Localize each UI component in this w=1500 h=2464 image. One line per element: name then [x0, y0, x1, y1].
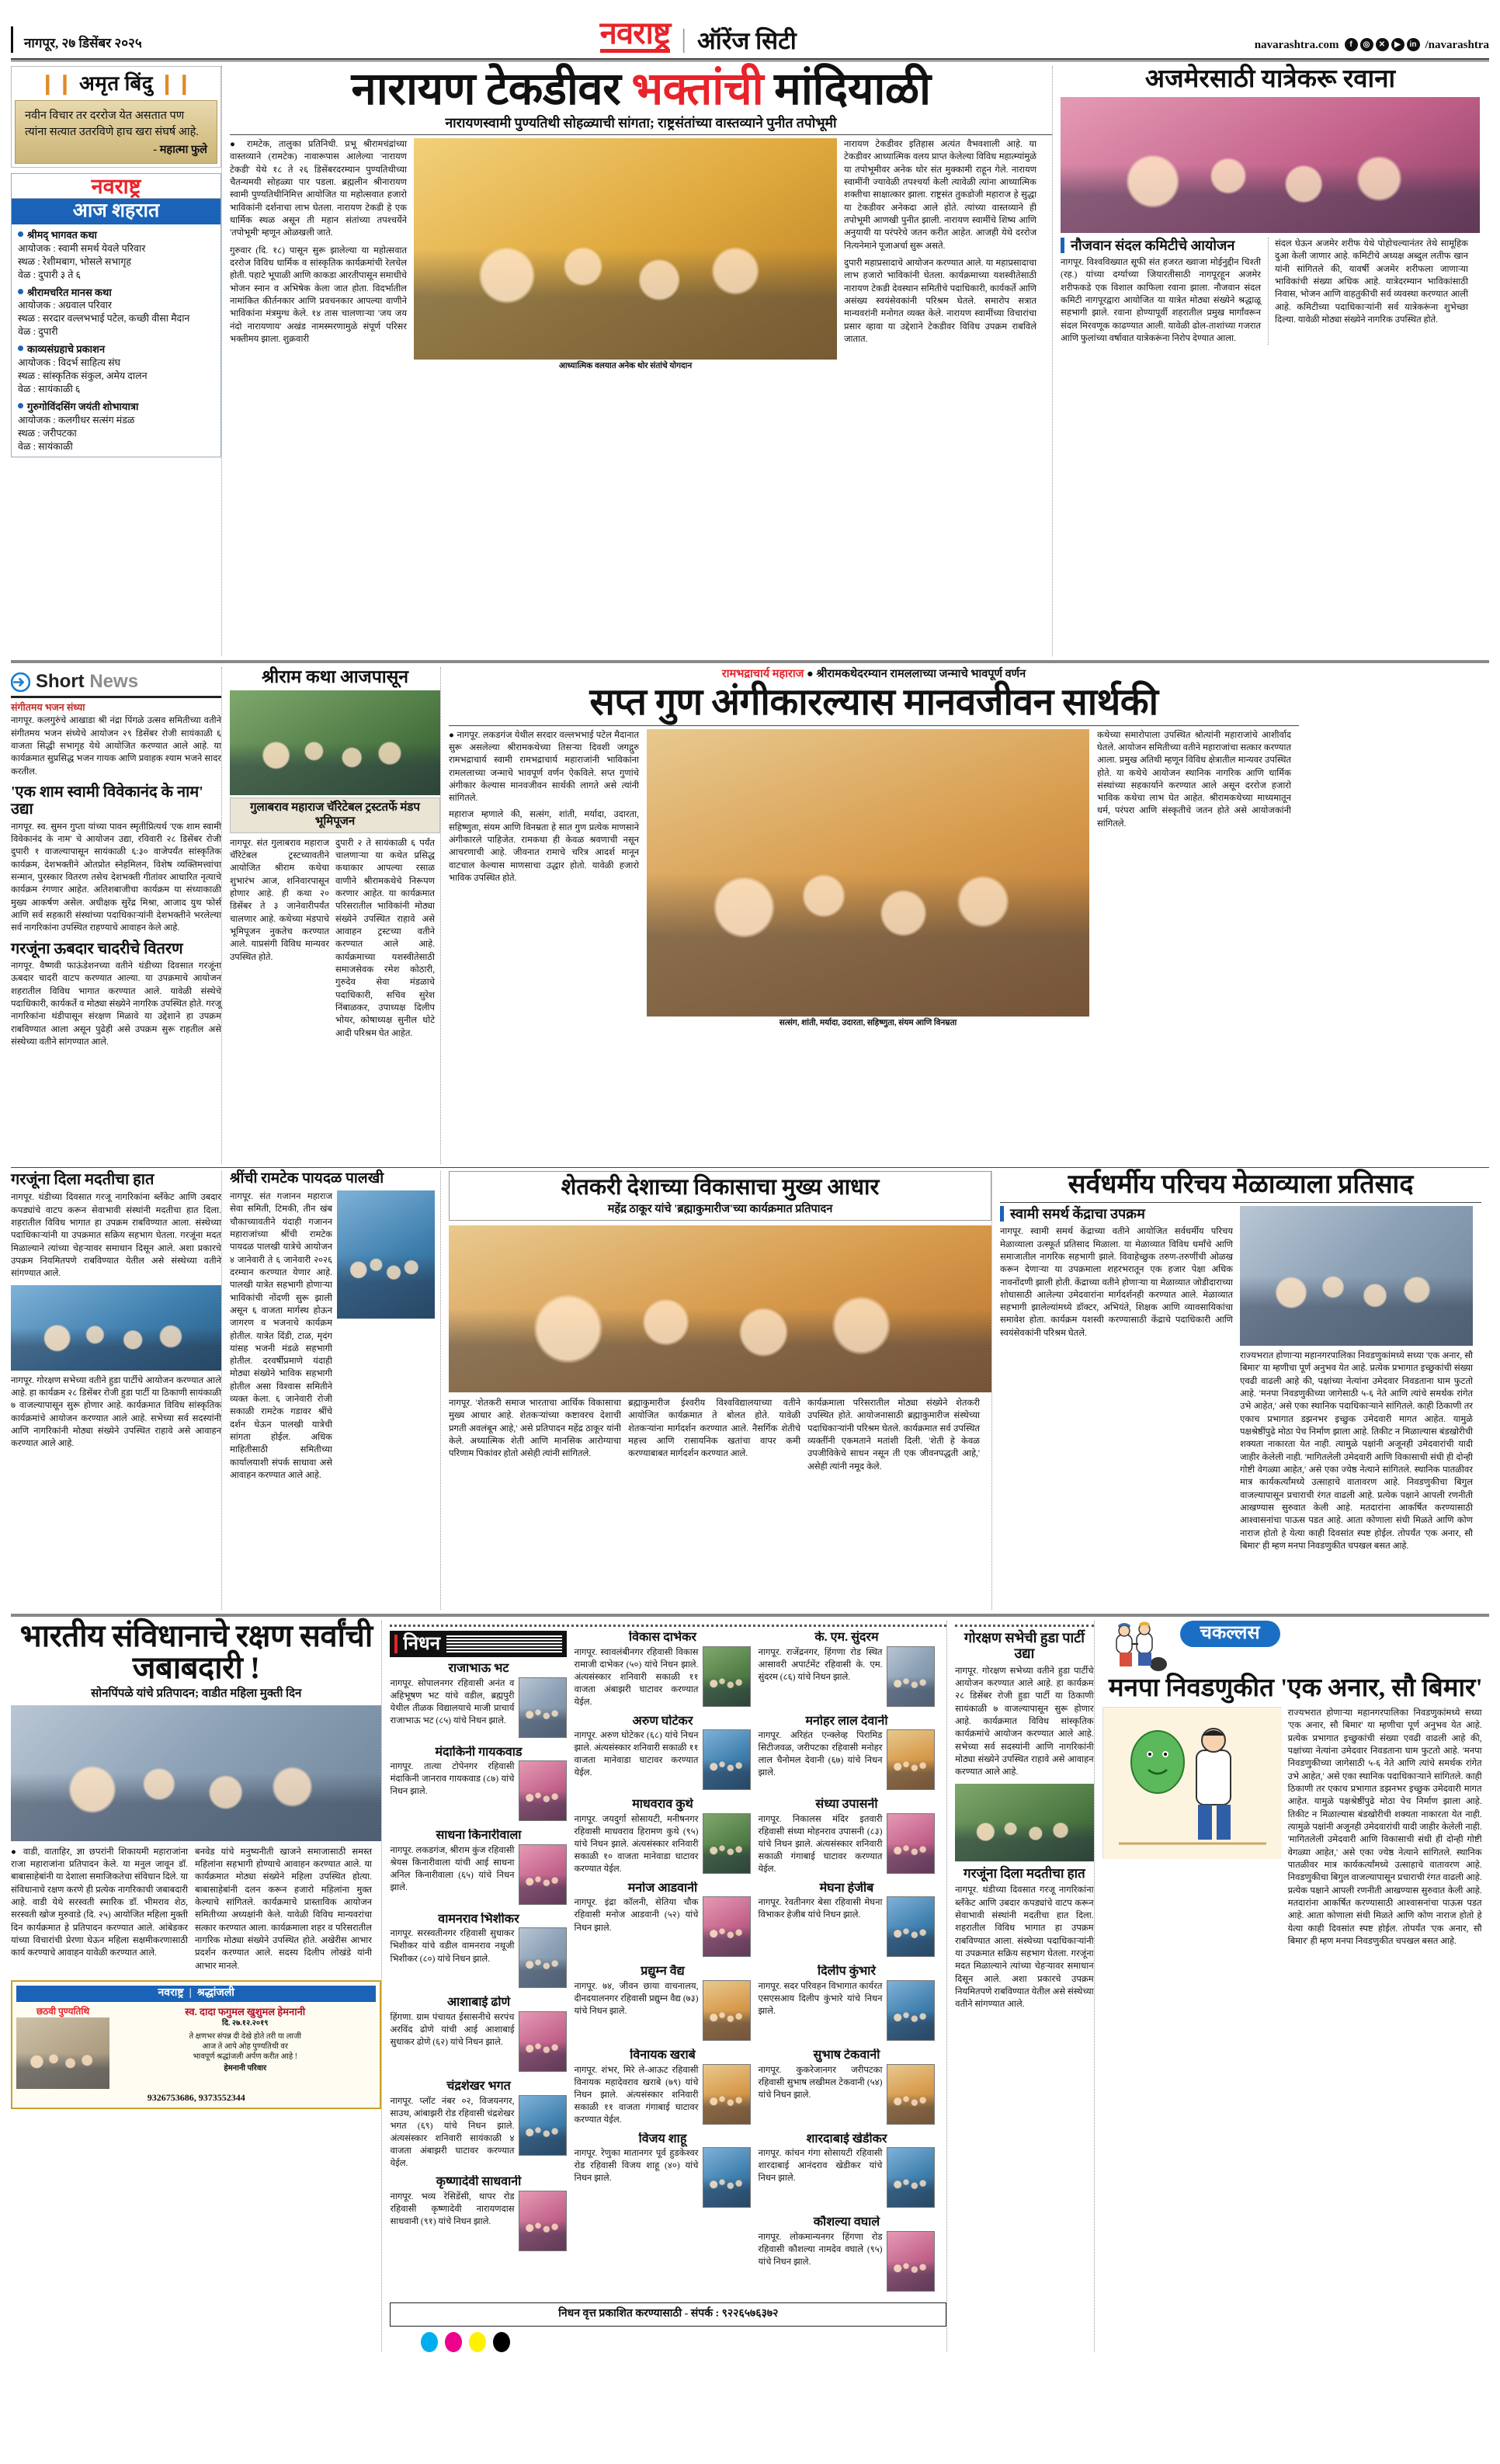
obituary-photo — [887, 2064, 935, 2125]
samvidhan-col2: बनवेड यांचे मनुष्यनीती खाजने समाजासाठी समस्त महिलांना सहभागी होण्याचे आवाहन करण्यात आले. या कार्यक्रमात मोठ्या संख्येने महिला उपस्थित होत्या. बाबासाहेबांनी दलन करून हजारो महिलांना मुक्त केल्याचे सांगितले. कार्यक्रमाचे प्रास्ताविक आयोजन समितीच्या अध्यक्षांनी केले. यावेळी विविध मान्यवरांचा सत्कार करण्यात आला. कार्यक्रमाला शहर व परिसरातील नागरिक मोठ्या संख्येने उपस्थित होते. अखेरीस आभार प्रदर्शन करण्यात आले. सदस्य दिलीप लोखंडे यांनी आभार मानले. — [195, 1847, 372, 1971]
sapt-kicker-name: रामभद्राचार्य महाराज — [721, 668, 804, 680]
madat-body-left: नागपूर. थंडीच्या दिवसात गरजू नागरिकांना ब्लँकेट आणि उबदार कपड्यांचे वाटप करून सेवाभावी संस्थांनी मदतीचा हात दिला. शहरातील विविध भागात हा उपक्रम राबविण्यात आला. संस्थेच्या पदाधिकाऱ्यांनी या उपक्रमात सक्रिय सहभाग घेतला. गरजूंना मदत मिळाल्याने त्यांच्या चेहऱ्यावर समाधान दिसून आले. अशा प्रकारचे उपक्रम नियमितपणे राबविण्यात येतील असे संस्थेच्या वतीने सांगण्यात आले. — [11, 1193, 221, 1279]
obituary-text: नागपूर. कुकरेजानगर जरीपटका रहिवासी सुभाष लखीमल टेकवानी (५४) यांचे निधन झाले. — [758, 2065, 883, 2100]
ornament-left: ❙❙ — [39, 72, 74, 95]
ajmer-photo — [1061, 97, 1480, 233]
lead-col2-para2: दुपारी महाप्रसादाचे आयोजन करण्यात आले. या महाप्रसादाचा लाभ हजारो भाविकांनी घेतला. कार्यक्रमाच्या यशस्वीतेसाठी नारायण टेकडी देवस्थान समितीचे पदाधिकारी, कार्यकर्ते आणि असंख्य स्वयंसेवकांनी परिश्रम घेतले. समारोप सत्रात मान्यवरांनी मनोगत व्यक्त केले. नारायण स्वामींच्या विचारांचा प्रसार व्हावा या उद्देशाने टेकडीवर विविध उपक्रम राबविले जातात. — [844, 259, 1036, 345]
sapt-photo-block — [647, 729, 1089, 1030]
event-organizer: आयोजक : विदर्भ साहित्य संघ — [18, 357, 120, 368]
obituary-name: साधना किनारीवाला — [436, 1829, 522, 1843]
obituary-photo — [703, 2064, 751, 2125]
event-venue: स्थळ : सरदार वल्लभभाई पटेल, कच्छी वीसा मैदान — [18, 313, 190, 325]
cmyk-yellow — [469, 2332, 486, 2352]
bottom-block — [11, 1618, 1489, 2352]
ajmer-headline: अजमेरसाठी यात्रेकरू रवाना — [1144, 65, 1396, 93]
obituary-text: नागपूर. सदर परिवहन विभागात कार्यरत एसएसआय दिलीप कुंभारे यांचे निधन झाले. — [758, 1981, 883, 2017]
obituary-photo — [519, 1927, 567, 1988]
masthead-center — [142, 16, 1255, 54]
obituary-text: नागपूर. भव्य रेसिडेंसी, थापर रोड रहिवासी कृष्णादेवी नारायणदास साधवानी (९१) यांचे निधन झाले. — [390, 2191, 515, 2226]
social-handle[interactable]: /navarashtra — [1425, 38, 1489, 51]
sapt-kicker — [449, 667, 1299, 683]
obituary-text: नागपूर. कांचन गंगा सोसायटी रहिवासी शारदाबाई आनंदराव खेडीकर यांचे निधन झाले. — [758, 2149, 883, 2184]
obituary-text: नागपूर. तात्या टोपेनगर रहिवासी मंदाकिनी जानराव गायकवाड (८७) यांचे निधन झाले. — [390, 1762, 515, 1797]
obituary-text: नागपूर. रेवतीनगर बेसा रहिवासी मेघना विभाकर हेजीब यांचे निधन झाले. — [758, 1898, 883, 1920]
lead-photo-block — [414, 138, 837, 374]
obituary-name: शारदाबाई खेडीकर — [806, 2132, 887, 2146]
amrit-bindu-label: अमृत बिंदु — [78, 72, 154, 95]
event-item[interactable] — [18, 228, 214, 282]
obituary-text: नागपूर. स्वावलंबीनगर रहिवासी विकास रामाजी दाभेकर (५०) यांचे निधन झाले. अंत्यसंस्कार शनिवारी सकाळी ११ वाजता अंबाझरी घाटावर करण्यात येईल. — [574, 1647, 699, 1707]
short-news-title: संगीतमय भजन संध्या — [11, 702, 85, 714]
obituary-name: अरुण घोटेकर — [632, 1714, 693, 1728]
masthead-rule — [11, 58, 1489, 61]
obituary-photo — [519, 1677, 567, 1738]
ad-line-1: ते क्षणभर संपन्न दी देखे होते तरी या लाजी — [189, 2031, 301, 2041]
obituary-entry[interactable] — [390, 1746, 567, 1824]
obituary-name: के. एम. सुंदरम — [814, 1631, 879, 1644]
samvidhan-col1: ● वाडी, वाताहिर, ज्ञा छपरांनी शिकायमी महाराजांना राजा महाराजांना प्रतिपादन केले. या मनुल जावून डॉ. बाबासाहेबांनी या देशाला समाजिकतेचा संविधान दिले. या संविधानाचे रक्षण करणे ही प्रत्येक नागरिकाची जबाबदारी आहे. वाडी येथे सरस्वती स्मारिक डॉ. भीमराव शेठ, सरस्वती खोज मुरुवाडे (दि. २५) आयोजित महिला मुक्ती दिन कार्यक्रमात हे प्रतिपादन करण्यात आले. आंबेडकर यांच्या विचारांची प्रेरणा घेऊन महिला सक्षमीकरणासाठी कार्य करण्याचे आवाहन यावेळी करण्यात आले. — [11, 1847, 188, 1958]
obituary-text: नागपूर. लोकमान्यनगर हिंगणा रोड रहिवासी कौशल्या नामदेव वघाले (९५) यांचे निधन झाले. — [758, 2232, 883, 2267]
palkhi-body — [230, 1190, 440, 1482]
top-block — [11, 66, 1489, 656]
obituary-name: विजय शाहू — [638, 2132, 687, 2146]
shetkari-col1: नागपूर. 'शेतकरी समाज भारताचा आर्थिक विकासाचा मुख्य आधार आहे. शेतकऱ्यांच्या कष्टावरच देशाची प्रगती अवलंबून आहे,' असे प्रतिपादन महेंद्र ठाकूर यांनी केले. अध्यात्मिक शेती आणि मानसिक आरोग्याचा परिणाम पिकांवर होतो असेही त्यांनी सांगितले. — [449, 1399, 621, 1459]
event-venue: स्थळ : रेशीमबाग, भोसले सभागृह — [18, 255, 132, 267]
short-news-body: नागपूर. वैष्णवी फाऊंडेशनच्या वतीने थंडीच्या दिवसात गरजूंना ऊबदार चादरी वाटप करण्यात आल्या. या उपक्रमाचे आयोजन शहरातील विविध भागात करण्यात आले. यावेळी संस्थेचे पदाधिकारी, कार्यकर्ते व मोठ्या संख्येने नागरिक उपस्थित होते. गरजू नागरिकांना थंडीपासून संरक्षण मिळावे या उद्देशाने हा उपक्रम राबविण्यात आला असून पुढेही असे उपक्रम सुरू राहतील असे संस्थेच्या वतीने सांगण्यात आले. — [11, 961, 221, 1047]
chakallas-badge: चकल्लस — [1180, 1621, 1280, 1647]
obituary-name: माधवराव कुथे — [632, 1798, 693, 1812]
sarvadharmiya-sub-wrap — [1000, 1206, 1233, 1222]
obituary-photo — [703, 1813, 751, 1874]
cmyk-magenta — [445, 2332, 462, 2352]
shetkari-col2: ब्रह्माकुमारीज ईश्वरीय विश्वविद्यालयाच्या वतीने आयोजित कार्यक्रमात ते बोलत होते. यावेळी शेतकऱ्यांना मार्गदर्शन करण्यात आले. नैसर्गिक शेतीचे महत्त्व आणि रासायनिक खतांचा वापर कमी करण्याबाबत मार्गदर्शन करण्यात आले. — [628, 1399, 800, 1459]
short-news-body: नागपूर. स्व. सुमन गुप्ता यांच्या पावन स्मृतीप्रित्यर्थ 'एक शाम स्वामी विवेकानंद के नाम' चे आयोजन उद्या, रविवारी २८ डिसेंबर रोजी दुपारी १ वाजल्यापासून सायंकाळी ६:३० वाजेपर्यंत सांस्कृतिक कार्यक्रम, देशभक्तीने ओतप्रोत स्नेहमिलन, विशेष व्यक्तिमत्त्वांचा सन्मान, पुरस्कार वितरण तसेच देशभक्ती गीतांवर आधारित नृत्याचे कार्यक्रम रंगणार आहेत. अतिशबाजीचा कार्यक्रम या संध्याकाळी मुख्य आकर्षण असेल. अधीक्षक सुरेंद्र मिश्रा, आजाद युथ फोर्स आणि सर्व सहकारी संस्थांच्या पदाधिकाऱ्यांनी देशभक्तीने भरलेल्या सर्व नागरिकांना उपस्थित राहण्याचे आवाहन केले आहे. — [11, 822, 221, 933]
second-block — [11, 667, 1489, 1164]
ajmer-subtitle: नौजवान संदल कमिटीचे आयोजन — [1071, 237, 1235, 253]
linkedin-icon[interactable]: in — [1407, 38, 1420, 51]
event-time: वेळ : सायंकाळी — [18, 440, 73, 452]
ad-brand-right: श्रद्धांजली — [196, 1986, 234, 1999]
obituary-photo — [887, 1813, 935, 1874]
aaj-shahrat-box — [11, 173, 221, 457]
obituary-photo — [519, 1844, 567, 1905]
section-divider-1 — [11, 660, 1489, 663]
sapt-kicker-text: श्रीरामकथेदरम्यान रामललाच्या जन्माचे भावपूर्ण वर्णन — [816, 668, 1026, 680]
shriram-photo-caption: गुलाबराव महाराज चॅरिटेबल ट्रस्टतर्फे मंडप भूमिपूजन — [230, 798, 440, 832]
aaj-shahrat-events — [12, 224, 220, 457]
obituary-name: वामनराव भिशीकर — [438, 1912, 519, 1926]
chakallas-cartoon-block — [1102, 1707, 1281, 1948]
ad-brand-bar: नवराष्ट्र | श्रद्धांजली — [16, 1986, 376, 2002]
obituary-photo — [519, 2191, 567, 2251]
short-news-header — [11, 667, 221, 695]
masthead-social — [1255, 37, 1489, 53]
event-venue: स्थळ : जरीपटका — [18, 427, 77, 439]
obituary-entry[interactable] — [758, 2132, 935, 2211]
amrit-bindu-title — [15, 70, 217, 97]
obituary-photo — [887, 2231, 935, 2292]
youtube-icon[interactable]: ▶ — [1391, 38, 1405, 51]
obituary-text: नागपूर. जयदुर्गा सोसायटी, मनीषनगर रहिवासी माधवराव हिरामण कुथे (९५) यांचे निधन झाले. अंत्यसंस्कार शनिवारी सकाळी १० वाजता मानेवाडा घाटावर करण्यात येईल. — [574, 1814, 699, 1875]
event-time: वेळ : सायंकाळी ६ — [18, 384, 81, 394]
obituary-photo — [887, 1896, 935, 1957]
obituary-entry[interactable] — [758, 2216, 935, 2294]
ajmer-col-1 — [1061, 238, 1261, 345]
nidhan-top-rule — [390, 1625, 946, 1627]
obituary-entry[interactable] — [758, 1715, 935, 1793]
short-news-item[interactable] — [11, 784, 221, 935]
event-name: काव्यसंग्रहाचे प्रकाशन — [18, 342, 214, 356]
gorakshan-headline: गोरक्षण सभेची हुडा पार्टी उद्या — [964, 1630, 1085, 1661]
short-news-rule — [11, 696, 221, 698]
cmyk-black — [493, 2332, 510, 2352]
event-organizer: आयोजक : अग्रवाल परिवार — [18, 300, 112, 311]
ad-brand: नवराष्ट्र — [158, 1986, 184, 1999]
section-divider-3 — [11, 1614, 1489, 1617]
bullet-icon — [18, 231, 23, 237]
masthead-logo: नवराष्ट्र — [600, 19, 671, 53]
sapt-photo-caption: सत्संग, शांती, मर्यादा, उदारता, सहिष्णुता, संयम आणि विनम्रता — [779, 1018, 957, 1027]
lead-photo-caption: आध्यात्मिक वलयात अनेक थोर संतांचे योगदान — [558, 362, 693, 371]
event-name: श्रीमद् भागवत कथा — [18, 228, 214, 242]
obituary-entry[interactable] — [758, 2049, 935, 2127]
instagram-icon[interactable]: ◎ — [1360, 38, 1373, 51]
divider — [955, 1625, 1093, 1627]
obituary-entry[interactable] — [574, 1882, 751, 1960]
sarvadharmiya-body — [1000, 1206, 1481, 1552]
website-url[interactable]: navarashtra.com — [1254, 38, 1339, 51]
obituary-text: नागपूर. रेणुका मातानगर पूर्व हुडकेश्वर रोड रहिवासी विजय शाहू (४०) यांचे निधन झाले. — [574, 2149, 699, 2184]
obituary-photo — [519, 2095, 567, 2156]
obituary-photo — [519, 1760, 567, 1821]
event-time: वेळ : दुपारी ३ ते ६ — [18, 269, 81, 280]
nidhan-contact-footer[interactable]: निधन वृत्त प्रकाशित करण्यासाठी - संपर्क : ९२२६५७६३७२ — [390, 2302, 946, 2327]
nidhan-col-2 — [574, 1631, 751, 2299]
obituary-text: नागपूर. निकालस मंदिर इतवारी रहिवासी संध्या मोहनराव उपासनी (८३) यांचे निधन झाले. अंत्यसंस्कार शनिवारी सकाळी गंगाबाई घाटावर करण्यात येईल. — [758, 1814, 883, 1875]
samvidhan-headline: भारतीय संविधानाचे रक्षण सर्वांची जबाबदारी ! — [19, 1618, 373, 1685]
sarvadharmiya-text: नागपूर. स्वामी समर्थ केंद्राच्या वतीने आयोजित सर्वधर्मीय परिचय मेळाव्याला उत्स्फूर्त प्रतिसाद मिळाला. या मेळाव्यात विविध धर्मांचे आणि समाजातील नागरिक सहभागी झाले. विवाहेच्छुक तरुण-तरुणींची ओळख करून देणाऱ्या या उपक्रमाला शहरभरातून एक हजार पेक्षा अधिक नावनोंदणी झाली होती. केंद्राच्या वतीने होणाऱ्या या मेळाव्यात जोडीदाराच्या शोधासाठी आलेल्या उमेदवारांना मार्गदर्शनही करण्यात आले. मेळाव्यात सहभागी झालेल्यांमध्ये डॉक्टर, अभियंते, शिक्षक आणि व्यावसायिकांचा समावेश होता. कार्यक्रम यशस्वी करण्यासाठी केंद्राचे पदाधिकारी आणि स्वयंसेवकांनी परिश्रम घेतले. — [1000, 1227, 1233, 1338]
divider — [230, 134, 1052, 135]
gorakshan-body-left: नागपूर. गोरक्षण सभेच्या वतीने हुडा पार्टीचे आयोजन करण्यात आले आहे. हा कार्यक्रम २८ डिसेंबर रोजी हुडा पार्टी या ठिकाणी सायंकाळी ७ वाजल्यापासून सुरू होणार आहे. कार्यक्रमात विविध सांस्कृतिक कार्यक्रमांचे आयोजन करण्यात आले आहे. सभेच्या सर्व सदस्यांनी आणि नागरिकांनी मोठ्या संख्येने उपस्थित राहावे असे आवाहन करण्यात आले आहे. — [11, 1375, 221, 1449]
facebook-icon[interactable]: f — [1345, 38, 1358, 51]
obituary-name: विनायक खराबे — [630, 2048, 696, 2062]
obituary-name: संध्या उपासनी — [815, 1798, 878, 1812]
obituary-name: प्रद्युम्न वैद्य — [641, 1965, 685, 1979]
obituary-entry[interactable] — [758, 1965, 935, 2043]
lead-headline — [230, 66, 1052, 112]
chakallas-header — [1102, 1621, 1489, 1672]
obituary-entry[interactable] — [574, 1715, 751, 1793]
short-news-column — [11, 667, 222, 1164]
x-twitter-icon[interactable]: ✕ — [1376, 38, 1389, 51]
obituary-name: सुभाष टेकवानी — [813, 2048, 880, 2062]
chakallas-section — [1102, 1621, 1489, 2352]
chakallas-cartoon-art — [1103, 1708, 1282, 1859]
shetkari-story — [449, 1171, 992, 1610]
bullet-icon — [18, 289, 23, 294]
sapt-col1-text: ● नागपूर. लकडगंज येथील सरदार वल्लभभाई पटेल मैदानात सुरू असलेल्या श्रीरामकथेच्या तिसऱ्या दिवशी जगद्गुरु रामभद्राचार्य स्वामी रामभद्राचार्य महाराजांनी भाविकांना रामललाच्या जन्माचे भावपूर्ण वर्णन ऐकविले. सप्त गुणांचे अंगीकार केल्यास मानवजीवन सार्थकी लागते असे त्यांनी सांगितले. — [449, 730, 639, 804]
shriram-headline: श्रीराम कथा आजपासून — [261, 667, 409, 686]
shriram-photo — [230, 690, 440, 795]
gorakshan-column — [955, 1621, 1094, 2352]
ajmer-col2-text: संदल घेऊन अजमेर शरीफ येथे पोहोचल्यानंतर तेथे सामूहिक दुआ केली जाणार आहे. कमिटीचे अध्यक्ष अब्दुल लतीफ खान यांनी सांगितले की, यावर्षी अजमेर शरीफला जाणाऱ्या भाविकांची संख्या अधिक आहे. यात्रेदरम्यान भाविकांसाठी निवास, भोजन आणि वाहतुकीची सर्व व्यवस्था करण्यात आली आहे. कमिटीच्या पदाधिकाऱ्यांनी सर्व यात्रेकरूंना शुभेच्छा दिल्या. यावेळी मोठ्या संख्येने नागरिक उपस्थित होते. — [1275, 238, 1468, 325]
nidhan-title: निधन — [394, 1635, 440, 1653]
obituary-photo — [887, 1980, 935, 2041]
aaj-shahrat-title: आज शहरात — [12, 199, 220, 224]
nidhan-col-1 — [390, 1631, 567, 2299]
chakallas-text: राज्यभरात होणाऱ्या महानगरपालिका निवडणुकांमध्ये सध्या 'एक अनार, सौ बिमार' या म्हणीचा पूर्ण अनुभव येत आहे. प्रत्येक प्रभागात इच्छुकांची संख्या एवढी वाढली आहे की, पक्षांच्या नेत्यांना उमेदवार निवडताना घाम फुटतो आहे. 'मनपा निवडणुकीच्या जागेसाठी ५-६ नेते आणि त्यांचे समर्थक रांगेत उभे आहेत,' असे एका स्थानिक पदाधिकाऱ्याने सांगितले. काही ठिकाणी तर एकाच प्रभागात डझनभर इच्छुक उमेदवारी मागत आहेत. यामुळे पक्षश्रेष्ठींपुढे मोठा पेच निर्माण झाला आहे. तिकीट न मिळाल्यास बंडखोरीची शक्यता नाकारता येत नाही. त्यामुळे पक्षांनी अजूनही उमेदवारांची यादी जाहीर केलेली नाही. 'मागितलेली उमेदवारी आणि विकासाची संधी ही दोन्ही गोष्टी वेगळ्या आहेत,' असे एका ज्येष्ठ नेत्याने सांगितले. स्थानिक पातळीवर मात्र कार्यकर्त्यांमध्ये उत्साहाचे वातावरण आहे. निवडणुकीचा बिगुल वाजल्यापासून प्रचाराची रंगत वाढली आहे. प्रत्येक पक्षाने आपली रणनीती आखण्यास सुरुवात केली आहे. मतदारांना आकर्षित करण्यासाठी आश्वासनांचा पाऊस पडत आहे. आता कोणाला संधी मिळते आणि कोण नाराज होतो हे येत्या काही दिवसांत स्पष्ट होईल. तोपर्यंत 'एक अनार, सौ बिमार' ही म्हण मनपा निवडणुकीत चपखल बसत आहे. — [1287, 1708, 1482, 1946]
palkhi-text: नागपूर. संत गजानन महाराज सेवा समिती, टिमकी, तीन खंब चौकाच्यावतीने यंदाही गजानन महाराजांच्या श्रींची रामटेक पायदळ पालखी यात्रेचे आयोजन ४ जानेवारी ते ६ जानेवारी २०२६ दरम्यान करण्यात येणार आहे. पालखी यात्रेत सहभागी होणाऱ्या भाविकांची नोंदणी सुरू झाली असून ६ वाजता मार्गस्थ होऊन जागरण व भजनाचे कार्यक्रम होतील. यात्रेत दिंडी, टाळ, मृदंग यांसह भजनी मंडळे सहभागी होतील. दरवर्षीप्रमाणे यंदाही मोठ्या संख्येने भाविक सहभागी होतील असा विश्वास समितीने व्यक्त केला. ६ जानेवारी रोजी सकाळी रामटेक गडावर श्रींचे दर्शन घेऊन पालखी यात्रेची सांगता होईल. अधिक माहितीसाठी समितीच्या कार्यालयाशी संपर्क साधावा असे आवाहन करण्यात आले आहे. — [230, 1191, 332, 1481]
ad-left — [16, 2005, 109, 2089]
cmyk-registration-marks — [390, 2327, 946, 2352]
ad-body — [16, 2005, 376, 2089]
left-sidebar — [11, 66, 222, 656]
short-news-title: गरजूंना ऊबदार चादरीचे वितरण — [11, 940, 183, 957]
chakallas-preview-text: राज्यभरात होणाऱ्या महानगरपालिका निवडणुकांमध्ये सध्या 'एक अनार, सौ बिमार' या म्हणीचा पूर्ण अनुभव येत आहे. प्रत्येक प्रभागात इच्छुकांची संख्या एवढी वाढली आहे की, पक्षांच्या नेत्यांना उमेदवार निवडताना घाम फुटतो आहे. 'मनपा निवडणुकीच्या जागेसाठी ५-६ नेते आणि त्यांचे समर्थक रांगेत उभे आहेत,' असे एका स्थानिक पदाधिकाऱ्याने सांगितले. काही ठिकाणी तर एकाच प्रभागात डझनभर इच्छुक उमेदवारी मागत आहेत. यामुळे पक्षश्रेष्ठींपुढे मोठा पेच निर्माण झाला आहे. तिकीट न मिळाल्यास बंडखोरीची शक्यता नाकारता येत नाही. त्यामुळे पक्षांनी अजूनही उमेदवारांची यादी जाहीर केलेली नाही. 'मागितलेली उमेदवारी आणि विकासाची संधी ही दोन्ही गोष्टी वेगळ्या आहेत,' असे एका ज्येष्ठ नेत्याने सांगितले. स्थानिक पातळीवर मात्र कार्यकर्त्यांमध्ये उत्साहाचे वातावरण आहे. निवडणुकीचा बिगुल वाजल्यापासून प्रचाराची रंगत वाढली आहे. प्रत्येक पक्षाने आपली रणनीती आखण्यास सुरुवात केली आहे. मतदारांना आकर्षित करण्यासाठी आश्वासनांचा पाऊस पडत आहे. आता कोणाला संधी मिळते आणि कोण नाराज होतो हे येत्या काही दिवसांत स्पष्ट होईल. तोपर्यंत 'एक अनार, सौ बिमार' ही म्हण मनपा निवडणुकीत चपखल बसत आहे. — [1240, 1351, 1473, 1551]
madat-headline: गरजूंना दिला मदतीचा हात — [964, 1865, 1085, 1881]
obituary-text: नागपूर. सरस्वतीनगर रहिवासी सुधाकर भिशीकर यांचे वडील वामनराव नथूजी भिशीकर (८०) यांचे निधन झाले. — [390, 1929, 515, 1964]
event-name: गुरुगोविंदसिंग जयंती शोभायात्रा — [18, 400, 214, 414]
sapt-headline: सप्त गुण अंगीकारल्यास मानवजीवन सार्थकी — [589, 681, 1158, 723]
lead-body — [230, 138, 1052, 374]
short-news-label: Short News — [36, 671, 139, 692]
social-icons — [1345, 38, 1420, 51]
ajmer-col1-text: नागपूर. विश्वविख्यात सूफी संत हजरत ख्वाजा मोईनुद्दीन चिश्ती (रह.) यांच्या दर्ग्याच्या जियारतीसाठी नागपूरहून अजमेर शरीफकडे एक विशाल काफिला रवाना झाला. नौजवान संदल कमिटी नागपूरद्वारा आयोजित या यात्रेत मोठ्या संख्येने श्रद्धाळू सहभागी झाले. रवाना होण्यापूर्वी शहरातील प्रमुख मार्गांवरून संदल मिरवणूक काढण्यात आली. यावेळी ढोल-ताशांच्या गजरात आणि फुलांच्या वर्षावात यात्रेकरूंना निरोप देण्यात आला. — [1061, 258, 1261, 344]
obituary-text: नागपूर. अरिहंत एन्क्लेव्ह पिरामिड सिटीजवळ, जरीपटका रहिवासी मनोहर लाल चैनोमल देवानी (६७) यांचे निधन झाले. — [758, 1731, 883, 1778]
ad-title: छठवी पुण्यतिथि — [36, 2005, 90, 2017]
masthead — [11, 8, 1489, 56]
sapt-col3-text: कथेच्या समारोपाला उपस्थित श्रोत्यांनी महाराजांचे आशीर्वाद घेतले. आयोजन समितीच्या वतीने महाराजांचा सत्कार करण्यात आला. प्रमुख अतिथी म्हणून विविध क्षेत्रातील मान्यवर उपस्थित होते. या कथेचे आयोजन स्थानिक नागरिक आणि धार्मिक संस्थांच्या सहकार्याने करण्यात आले असून दररोज हजारो भाविक कथेचा लाभ घेत आहेत. श्रीरामकथेच्या माध्यमातून धर्म, परंपरा आणि संस्कृतीचे जतन होते असे आयोजकांनी सांगितले. — [1097, 730, 1291, 829]
obituary-text: नागपूर. शंभर, मिरे ले-आऊट रहिवासी विनायक महादेवराव खराबे (७९) यांचे निधन झाले. अंत्यसंस्कार शनिवारी सकाळी ११ वाजता गंगाबाई घाटावर करण्यात येईल. — [574, 2065, 699, 2125]
obituary-photo — [887, 2147, 935, 2208]
lead-col2-para1: नारायण टेकडीवर इतिहास अत्यंत वैभवशाली आहे. या टेकडीवर आध्यात्मिक वलय प्राप्त केलेल्या विविध महात्म्यांमुळे या तपोभूमीवर अनेक थोर संत मुक्कामी राहून गेले. नारायण स्वामींनी ज्यावेळी तपश्चर्या केली त्यावेळी त्यांना आध्यात्मिक शक्तीचा साक्षात्कार झाला. राष्ट्रसंत तुकडोजी महाराज हे सुद्धा या टेकडीवर अनेकदा आले होते. त्यांच्या वास्तव्याने ही तपोभूमी आणखी पुनीत झाली. नारायण स्वामींचे शिष्य आणि अनुयायी या परंपरेचे जतन करीत आहेत. आजही येथे दररोज नित्यनेमाने पूजाअर्चा सुरू असते. — [844, 140, 1036, 251]
sapt-col-1 — [449, 729, 639, 1030]
shetkari-headline-box — [449, 1171, 991, 1221]
amrit-scroll — [15, 100, 217, 164]
short-news-item[interactable] — [11, 940, 221, 1049]
obituary-name: विकास दाभेकर — [628, 1631, 696, 1644]
sarvadharmiya-photo-block — [1240, 1206, 1473, 1552]
amrit-quote-author: - महात्मा फुले — [153, 144, 207, 157]
shetkari-photo — [449, 1225, 991, 1392]
sarvadharmiya-sub: स्वामी समर्थ केंद्राचा उपक्रम — [1010, 1206, 1145, 1222]
divider — [1000, 1202, 1481, 1203]
obituary-name: मेघना हेजीब — [819, 1881, 874, 1895]
ad-right — [114, 2005, 376, 2089]
obituary-entry[interactable] — [758, 1798, 935, 1876]
obituary-photo — [519, 2011, 567, 2072]
short-news-item[interactable] — [11, 701, 221, 778]
obituary-entry[interactable] — [390, 1829, 567, 1907]
event-organizer: आयोजक : स्वामी समर्थ येवले परिवार — [18, 242, 146, 254]
lead-headline-part2: मांदियाळी — [774, 64, 931, 114]
publication-date: नागपूर, २७ डिसेंबर २०२५ — [11, 26, 142, 53]
amrit-bindu-box — [11, 66, 221, 168]
sapt-gun-story — [449, 667, 1299, 1164]
amrit-quote-text: नवीन विचार तर दररोज येत असतात पण त्यांना सत्यात उतरविणे हाच खरा संघर्ष आहे. — [25, 109, 199, 139]
nidhan-section — [390, 1621, 947, 2352]
event-item[interactable] — [18, 342, 214, 396]
obituary-text: नागपूर. इंद्रा कॉलनी, सेतिया चौक रहिवासी मनोज आडवानी (५२) यांचे निधन झाले. — [574, 1898, 699, 1933]
cmyk-cyan — [421, 2332, 438, 2352]
sapt-col2-text: महाराज म्हणाले की, सत्संग, शांती, मर्यादा, उदारता, सहिष्णुता, संयम आणि विनम्रता हे सात गुण प्रत्येक माणसाने अंगीकारले पाहिजेत. रामकथा ही केवळ श्रवणाची नसून आचरणाची आहे. जीवनात रामाचे चरित्र आदर्श मानून वाटचाल केल्यास माणसाचा उद्धार होतो. यावेळी हजारो भाविक उपस्थित होते. — [449, 810, 639, 884]
sarvadharmiya-headline: सर्वधर्मीय परिचय मेळाव्याला प्रतिसाद — [1068, 1170, 1414, 1199]
obituary-text: नागपूर. प्लॉट नंबर ०२, विजयनगर, साउथ, आंबाझरी रोड रहिवासी चंद्रशेखर भगत (६९) यांचे निधन झाले. अंत्यसंस्कार शनिवारी सायंकाळी ४ वाजता अंबाझरी घाटावर करण्यात येईल. — [390, 2096, 515, 2169]
masthead-separator: | — [681, 25, 686, 54]
obituary-photo — [703, 1646, 751, 1707]
short-news-arrow-icon — [11, 672, 30, 692]
chakallas-cartoon-panel — [1102, 1707, 1281, 1858]
chakallas-cartoon-icon — [1102, 1621, 1174, 1672]
obituary-entry[interactable] — [390, 2080, 567, 2170]
lead-headline-highlight: भक्तांची — [631, 64, 775, 114]
shriram-col2: दुपारी २ ते सायंकाळी ६ पर्यंत चालणाऱ्या या कथेत प्रसिद्ध कथाकार आपल्या रसाळ वाणीने श्रीरामकथेचे निरूपण करणार आहेत. या कार्यक्रमात परिसरातील भाविकांनी मोठ्या संख्येने उपस्थित राहावे असे आवाहन ट्रस्टच्या वतीने करण्यात आले आहे. कार्यक्रमाच्या यशस्वीतेसाठी समाजसेवक रमेश कोठारी, गुरुदेव सेवा मंडळाचे पदाधिकारी, सचिव सुरेश निंबाळकर, उपाध्यक्ष दिलीप भोयर, कोषाध्यक्ष सुनील धोटे आदी परिश्रम घेत आहेत. — [335, 838, 435, 1038]
event-name: श्रीरामचरित मानस कथा — [18, 286, 214, 300]
samvidhan-subhead: सोनपिंपळे यांचे प्रतिपादन; वाडीत महिला मुक्ती दिन — [91, 1687, 302, 1700]
obituary-name: चंद्रशेखर भगत — [446, 2079, 511, 2093]
short-news-title: 'एक शाम स्वामी विवेकानंद के नाम' उद्या — [11, 783, 203, 818]
madat-photo-left — [11, 1285, 221, 1371]
obituary-name: कौशल्या वघाले — [813, 2216, 880, 2229]
chakallas-headline: मनपा निवडणुकीत 'एक अनार, सौ बिमार' — [1108, 1674, 1483, 1702]
obituary-name: कृष्णादेवी साधवानी — [436, 2175, 522, 2189]
obituary-entry[interactable] — [574, 1798, 751, 1876]
obituary-entry[interactable] — [574, 1965, 751, 2043]
event-organizer: आयोजक : कलगीधर सत्संग मंडळ — [18, 414, 135, 426]
shriram-katha-story — [230, 667, 441, 1164]
short-news-body: नागपूर. कलगुरुंचे आखाडा श्री नंद्रा पिंगळे उत्सव समितीच्या वतीने संगीतमय भजन संध्येचे आयोजन २९ डिसेंबर रोजी सायंकाळी ६ वाजता सिद्धी सभागृह येथे आयोजित करण्यात आले आहे. या कार्यक्रमात सुप्रसिद्ध भजन गायक आणि प्रवाहक श्याम भजने सादर करतील. — [11, 716, 221, 777]
aaj-shahrat-brand: नवराष्ट्र — [12, 174, 220, 199]
sapt-body — [449, 729, 1299, 1030]
shetkari-cols — [449, 1397, 991, 1473]
ajmer-subtitle-wrap — [1061, 238, 1261, 253]
obituary-name: दिलीप कुंभारे — [817, 1965, 876, 1979]
obituary-text: हिंगणा. ग्राम पंचायत ईसासनीचे सरपंच अरविंद ढोणे यांची आई आशाबाई सुधाकर ढोणे (६२) यांचे निधन झाले. — [390, 2012, 515, 2048]
obituary-photo — [703, 2147, 751, 2208]
palkhi-headline: श्रींची रामटेक पायदळ पालखी — [230, 1170, 384, 1187]
obituary-photo — [703, 1896, 751, 1957]
obituary-text: नागपूर. राजेंद्रनगर, हिंगणा रोड स्थित आसावरी अपार्टमेंट रहिवासी के. एम. सुंदरम (८६) यांचे निधन झाले. — [758, 1647, 883, 1682]
obituary-entry[interactable] — [390, 1913, 567, 1991]
event-item[interactable] — [18, 286, 214, 339]
lead-photo — [414, 138, 837, 360]
samvidhan-cols — [11, 1846, 381, 1972]
bullet-icon: ● — [806, 668, 814, 680]
gorakshan-text: नागपूर. गोरक्षण सभेच्या वतीने हुडा पार्टीचे आयोजन करण्यात आले आहे. हा कार्यक्रम २८ डिसेंबर रोजी हुडा पार्टी या ठिकाणी सायंकाळी ७ वाजल्यापासून सुरू होणार आहे. कार्यक्रमात विविध सांस्कृतिक कार्यक्रमांचे आयोजन करण्यात आले आहे. सभेच्या सर्व सदस्यांनी आणि नागरिकांनी मोठ्या संख्येने उपस्थित राहावे असे आवाहन करण्यात आले आहे. — [955, 1666, 1094, 1778]
event-time: वेळ : दुपारी — [18, 326, 58, 338]
obituary-entry[interactable] — [574, 2132, 751, 2211]
shetkari-col3: कार्यक्रमाला परिसरातील मोठ्या संख्येने शेतकरी उपस्थित होते. आयोजनासाठी ब्रह्माकुमारीज संस्थेच्या पदाधिकाऱ्यांनी परिश्रम घेतले. कार्यक्रमात सर्व उपस्थित व्यक्तींनी एकमताने मतांशी दिली. 'शेती हे केवळ उपजीविकेचे साधन नसून ती एक जीवनपद्धती आहे,' असेही त्यांनी नमूद केले. — [807, 1399, 980, 1472]
samvidhan-photo — [11, 1705, 381, 1841]
lead-col-1 — [230, 138, 407, 374]
obituary-photo — [887, 1729, 935, 1790]
obituary-entry[interactable] — [758, 1882, 935, 1960]
obituary-name: मनोज आडवानी — [627, 1881, 698, 1895]
obituary-text: नागपूर. सोपालनगर रहिवासी अनंत व अहिभूषण भट यांचे वडील, ब्रह्मपुरी येथील तीळक विद्यालयाचे माजी प्राचार्य राजाभाऊ भट (८५) यांचे निधन झाले. — [390, 1678, 515, 1725]
nidhan-col-3 — [758, 1631, 935, 2299]
sarvadharmiya-photo — [1240, 1206, 1473, 1346]
section-divider-2 — [11, 1167, 1489, 1168]
palkhi-photo — [337, 1190, 435, 1319]
shetkari-subhead: महेंद्र ठाकूर यांचे 'ब्रह्माकुमारीज'च्या कार्यक्रमात प्रतिपादन — [607, 1202, 833, 1215]
nidhan-stripes — [446, 1635, 562, 1653]
ad-portrait — [16, 2017, 109, 2089]
sapt-photo — [647, 729, 1089, 1017]
masthead-edition: ऑरेंज सिटी — [697, 27, 797, 54]
bullet-icon — [18, 346, 23, 351]
shriram-col1: नागपूर. संत गुलाबराव महाराज चॅरिटेबल ट्रस्टच्यावतीने आयोजित श्रीराम कथेचा शुभारंभ आज, शनिवारपासून होणार आहे. ही कथा २० डिसेंबर ते ३ जानेवारीपर्यंत चालणार आहे. कथेच्या मंडपाचे भूमिपूजन नुकतेच करण्यात आले. याप्रसंगी विविध मान्यवर उपस्थित होते. — [230, 838, 329, 962]
ad-phone[interactable]: 9326753686, 9373552344 — [147, 2091, 245, 2103]
obituary-photo — [703, 1980, 751, 2041]
samvidhan-story — [11, 1618, 382, 2352]
lead-col1-para2: गुरुवार (दि. १८) पासून सुरू झालेल्या या महोत्सवात दररोज विविध धार्मिक व सांस्कृतिक कार्यक्रमांची रेलचेल होती. पहाटे भूपाळी आणि काकडा आरतीपासून समाधीचे भोजन स्नान व अभिषेक केला जात होता. विदर्भातील नामांकित कीर्तनकार आणि प्रवचनकार आपल्या वाणीने भाविकांना मंत्रमुग्ध केले. १४ तास चालणाऱ्या 'जय जय नंदो नारायणाय' अखंड नामस्मरणामुळे संपूर्ण परिसर भक्तीमय झाला. शुक्रवारी — [230, 245, 407, 345]
lead-story — [230, 66, 1053, 656]
chakallas-body — [1102, 1707, 1489, 1948]
short-news-column-2 — [11, 1171, 222, 1610]
obituary-text: नागपूर. लकडगंज, श्रीराम कुंज रहिवासी श्रेयस किनारीवाला यांची आई साधना अनिल किनारीवाला (६५) यांचे निधन झाले. — [390, 1845, 515, 1893]
event-item[interactable] — [18, 400, 214, 454]
event-venue: स्थळ : सांस्कृतिक संकुल, अमेय दालन — [18, 370, 148, 381]
ajmer-col-2 — [1268, 238, 1468, 345]
nidhan-entries-1 — [390, 1662, 567, 2254]
obituary-name: मंदाकिनी गायकवाड — [435, 1745, 523, 1759]
ad-line-3: भावपूर्ण श्रद्धांजली अर्पण करीत आहे ! — [193, 2052, 297, 2061]
nidhan-columns — [390, 1631, 946, 2299]
ad-dates: दि. २७.१२.२०१९ — [221, 2019, 269, 2028]
bullet-icon — [18, 403, 23, 408]
obituary-photo — [703, 1729, 751, 1790]
ornament-right: ❙❙ — [158, 72, 193, 95]
obituary-text: नागपूर. ७४, जीवन छाया वाचनालय, दीनदयालनगर रहिवासी प्रद्युम्न वैद्य (७३) यांचे निधन झाले. — [574, 1981, 699, 2017]
obituary-entry[interactable] — [390, 1662, 567, 1740]
madat-text: नागपूर. थंडीच्या दिवसात गरजू नागरिकांना ब्लँकेट आणि उबदार कपड्यांचे वाटप करून सेवाभावी संस्थांनी मदतीचा हात दिला. शहरातील विविध भागात हा उपक्रम राबविण्यात आला. संस्थेच्या पदाधिकाऱ्यांनी या उपक्रमात सक्रिय सहभाग घेतला. गरजूंना मदत मिळाल्याने त्यांच्या चेहऱ्यावर समाधान दिसून आले. अशा प्रकारचे उपक्रम नियमितपणे राबविण्यात येतील असे संस्थेच्या वतीने सांगण्यात आले. — [955, 1885, 1094, 2010]
shetkari-headline: शेतकरी देशाच्या विकासाचा मुख्य आधार — [561, 1175, 880, 1200]
ad-line-2: आज ते आपे ओह पुण्यतिथी वर — [202, 2042, 288, 2051]
shraddhanjali-ad[interactable] — [11, 1980, 381, 2109]
obituary-entry[interactable] — [390, 2175, 567, 2254]
madat-headline-left: गरजूंना दिला मदतीचा हात — [11, 1171, 155, 1188]
lead-col1-para1: ● रामटेक, तालुका प्रतिनिधी. प्रभू श्रीरामचंद्रांच्या वास्तव्याने (रामटेक) नावारूपास आलेल्या 'नारायण टेकडी' येथे १८ ते २६ डिसेंबरदरम्यान पुण्यतिथीच्या चैतन्यमयी सोहळ्या पार पडला. ब्रह्मलीन श्रीनारायण स्वामी पुण्यतिथीनिमित्त आयोजित या महोत्सवात हजारो भाविकांनी दर्शनाचा लाभ घेतला. नारायण टेकडी हे एक धार्मिक स्थळ असून ती महान संतांच्या तपश्चर्येने 'तपोभूमी' म्हणून ओळखली जाते. — [230, 140, 407, 238]
sapt-col-3 — [1097, 729, 1291, 1030]
obituary-name: मनोहर लाल देवानी — [805, 1714, 888, 1728]
obituary-name: आशाबाई ढोणे — [446, 1996, 511, 2010]
obituary-entry[interactable] — [574, 2049, 751, 2127]
obituary-text: नागपूर. अरुण घोटेकर (६८) यांचे निधन झाले. अंत्यसंस्कार शनिवारी सकाळी ११ वाजता मानेवाडा घाटावर करण्यात येईल. — [574, 1731, 699, 1778]
obituary-photo — [887, 1646, 935, 1707]
ad-from: हेमनानी परिवार — [224, 2063, 267, 2073]
obituary-entry[interactable] — [574, 1631, 751, 1709]
lead-headline-part1: नारायण टेकडीवर — [351, 64, 632, 114]
gorakshan-photo — [955, 1784, 1093, 1861]
ajmer-body — [1061, 238, 1480, 345]
nidhan-header — [390, 1631, 567, 1657]
ajmer-story — [1061, 66, 1480, 656]
sarvadharmiya-story — [1000, 1171, 1481, 1610]
obituary-entry[interactable] — [390, 1996, 567, 2074]
ad-deceased-name: स्व. दादा फगुमल खुशुमल हेमनानी — [185, 2005, 306, 2017]
lead-subhead: नारायणस्वामी पुण्यतिथी सोहळ्याची सांगता; राष्ट्रसंतांच्या वास्तव्याने पुनीत तपोभूमी — [445, 115, 837, 131]
obituary-entry[interactable] — [758, 1631, 935, 1709]
third-block — [11, 1171, 1489, 1610]
palkhi-story — [230, 1171, 441, 1610]
obituary-name: राजाभाऊ भट — [448, 1662, 509, 1675]
divider — [449, 725, 1299, 726]
sarvadharmiya-col-1 — [1000, 1206, 1233, 1552]
shriram-body — [230, 837, 440, 1040]
lead-col-2 — [844, 138, 1036, 374]
